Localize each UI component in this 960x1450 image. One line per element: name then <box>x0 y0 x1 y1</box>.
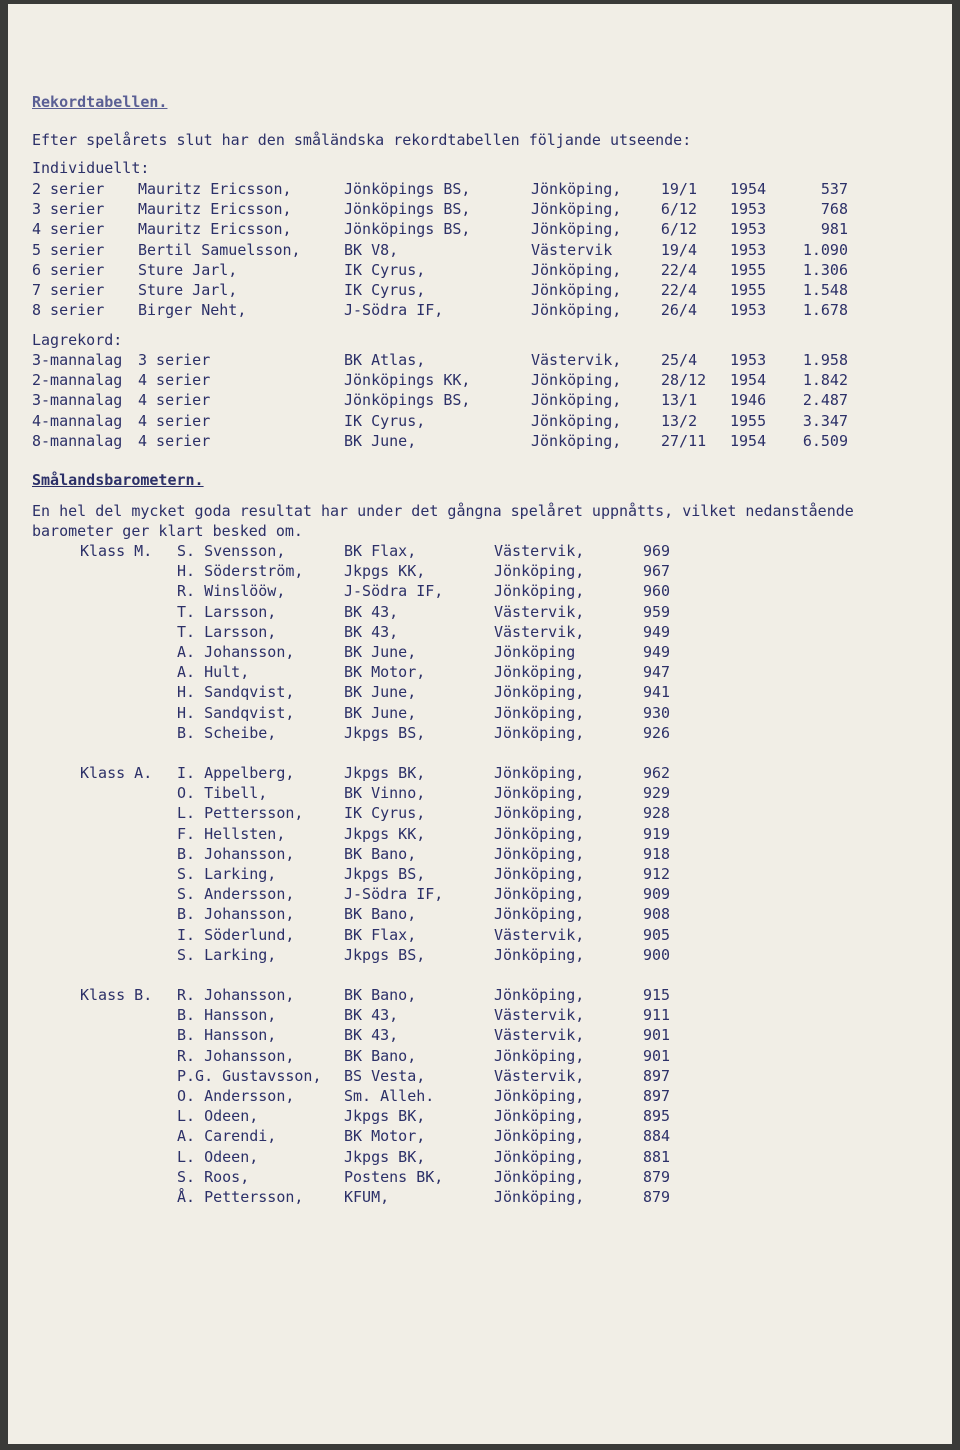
barometer-city: Jönköping, <box>494 905 585 924</box>
barometer-score: 930 <box>643 703 671 722</box>
barometer-score: 909 <box>643 885 671 904</box>
barometer-city: Västervik, <box>494 1006 585 1025</box>
barometer-player: B. Johansson, <box>177 905 295 924</box>
barometer-player: R. Johansson, <box>177 986 295 1004</box>
barometer-score: 879 <box>643 1188 671 1206</box>
record-city: Jönköping, <box>531 260 622 279</box>
barometer-city: Västervik, <box>494 1026 585 1045</box>
barometer-city: Västervik, <box>494 925 585 944</box>
record-date: 22/4 <box>660 260 697 279</box>
barometer-heading: Smålandsbarometern. <box>32 471 204 489</box>
barometer-player: I. Söderlund, <box>177 925 295 944</box>
barometer-player: A. Johansson, <box>177 643 295 661</box>
barometer-player: Å. Pettersson, <box>177 1188 304 1206</box>
record-club: Jönköpings BS, <box>344 200 471 219</box>
barometer-club: Postens BK, <box>344 1167 444 1186</box>
barometer-city: Västervik, <box>494 542 585 560</box>
team-size: 3-mannalag <box>32 351 123 369</box>
team-club: BK June, <box>344 431 417 450</box>
barometer-city: Jönköping, <box>494 1127 585 1146</box>
record-score: 981 <box>820 220 848 239</box>
team-city: Jönköping, <box>531 431 622 450</box>
barometer-player: L. Odeen, <box>177 1107 259 1126</box>
barometer-score: 901 <box>643 1046 671 1065</box>
barometer-score: 911 <box>643 1006 671 1025</box>
team-city: Jönköping, <box>531 411 622 430</box>
team-club: BK Atlas, <box>344 351 426 369</box>
barometer-club: BK Bano, <box>344 844 417 863</box>
team-score: 3.347 <box>802 411 848 430</box>
page-title: Rekordtabellen. <box>32 93 168 111</box>
barometer-city: Jönköping, <box>494 562 585 581</box>
record-score: 1.678 <box>802 301 848 320</box>
record-player: Mauritz Ericsson, <box>138 180 292 198</box>
barometer-city: Jönköping, <box>494 865 585 883</box>
barometer-city: Västervik, <box>494 622 585 641</box>
record-city: Jönköping, <box>531 180 622 198</box>
barometer-club: KFUM, <box>344 1188 390 1206</box>
barometer-city: Jönköping, <box>494 885 585 904</box>
record-series: 3 serier <box>32 200 105 219</box>
barometer-score: 905 <box>643 925 671 944</box>
barometer-player: F. Hellsten, <box>177 824 286 843</box>
barometer-city: Jönköping, <box>494 1167 585 1186</box>
team-date: 13/2 <box>661 411 698 430</box>
record-score: 1.306 <box>802 260 848 279</box>
team-club: IK Cyrus, <box>344 411 426 430</box>
barometer-club: Jkpgs BK, <box>344 1107 426 1126</box>
team-date: 28/12 <box>661 371 707 390</box>
barometer-club: BS Vesta, <box>344 1066 426 1085</box>
barometer-player: B. Johansson, <box>177 844 295 863</box>
barometer-club: Jkpgs KK, <box>344 824 426 843</box>
barometer-player: I. Appelberg, <box>177 764 295 782</box>
barometer-club: Jkpgs BK, <box>344 764 426 782</box>
record-series: 5 serier <box>32 240 105 259</box>
barometer-city: Västervik, <box>494 602 585 621</box>
record-player: Sture Jarl, <box>138 260 238 279</box>
individual-heading: Individuellt: <box>32 159 150 177</box>
barometer-club: BK June, <box>344 683 417 702</box>
barometer-score: 884 <box>643 1127 671 1146</box>
barometer-score: 960 <box>643 582 671 601</box>
barometer-player: R. Winslööw, <box>177 582 286 601</box>
record-score: 1.090 <box>802 240 848 259</box>
barometer-player: H. Söderström, <box>177 562 304 581</box>
barometer-city: Jönköping <box>494 643 576 661</box>
barometer-score: 908 <box>643 905 671 924</box>
barometer-club: BK June, <box>344 703 417 722</box>
team-series: 3 serier <box>138 351 211 369</box>
barometer-score: 897 <box>643 1087 671 1105</box>
barometer-club: BK 43, <box>344 1006 399 1025</box>
record-city: Jönköping, <box>531 220 622 239</box>
record-year: 1955 <box>730 260 767 279</box>
barometer-player: R. Johansson, <box>177 1046 295 1065</box>
team-series: 4 serier <box>138 431 211 450</box>
barometer-score: 949 <box>643 622 671 641</box>
barometer-city: Jönköping, <box>494 683 585 702</box>
barometer-club: BK 43, <box>344 1026 399 1045</box>
barometer-score: 901 <box>643 1026 671 1045</box>
record-date: 19/1 <box>660 180 697 198</box>
barometer-player: S. Larking, <box>177 865 277 883</box>
barometer-player: P.G. Gustavsson, <box>177 1066 322 1085</box>
barometer-score: 881 <box>643 1147 671 1166</box>
record-city: Jönköping, <box>531 301 622 320</box>
record-date: 19/4 <box>660 240 697 259</box>
barometer-club: Jkpgs BS, <box>344 723 426 742</box>
class-label: Klass M. <box>80 542 153 560</box>
record-series: 6 serier <box>32 260 105 279</box>
barometer-club: BK Flax, <box>344 542 417 560</box>
barometer-city: Jönköping, <box>494 1188 585 1206</box>
barometer-score: 900 <box>643 945 671 964</box>
barometer-player: L. Pettersson, <box>177 804 304 823</box>
barometer-club: J-Södra IF, <box>344 885 444 904</box>
barometer-city: Jönköping, <box>494 945 585 964</box>
barometer-player: L. Odeen, <box>177 1147 259 1166</box>
barometer-player: A. Carendi, <box>177 1127 277 1146</box>
team-series: 4 serier <box>138 371 211 390</box>
barometer-player: B. Hansson, <box>177 1026 277 1045</box>
record-club: J-Södra IF, <box>344 301 444 320</box>
barometer-score: 897 <box>643 1066 671 1085</box>
barometer-player: H. Sandqvist, <box>177 683 295 702</box>
record-year: 1953 <box>730 220 767 239</box>
record-year: 1954 <box>730 180 767 198</box>
record-club: Jönköpings BS, <box>344 180 471 198</box>
barometer-club: BK Vinno, <box>344 784 426 803</box>
barometer-score: 928 <box>643 804 671 823</box>
barometer-score: 895 <box>643 1107 671 1126</box>
barometer-city: Västervik, <box>494 1066 585 1085</box>
record-series: 8 serier <box>32 301 105 320</box>
team-date: 27/11 <box>661 431 707 450</box>
record-club: BK V8, <box>344 240 399 259</box>
team-score: 1.842 <box>802 371 848 390</box>
team-size: 8-mannalag <box>32 431 123 450</box>
record-player: Bertil Samuelsson, <box>138 240 301 259</box>
record-club: IK Cyrus, <box>344 260 426 279</box>
barometer-player: S. Roos, <box>177 1167 250 1186</box>
barometer-score: 929 <box>643 784 671 803</box>
record-date: 6/12 <box>660 200 697 219</box>
barometer-city: Jönköping, <box>494 844 585 863</box>
barometer-score: 912 <box>643 865 671 883</box>
barometer-club: BK Bano, <box>344 986 417 1004</box>
class-label: Klass A. <box>80 764 153 782</box>
barometer-player: H. Sandqvist, <box>177 703 295 722</box>
barometer-city: Jönköping, <box>494 804 585 823</box>
barometer-city: Jönköping, <box>494 663 585 682</box>
barometer-score: 926 <box>643 723 671 742</box>
record-date: 26/4 <box>660 301 697 320</box>
class-label: Klass B. <box>80 986 153 1004</box>
record-player: Birger Neht, <box>138 301 247 320</box>
barometer-score: 949 <box>643 643 671 661</box>
barometer-city: Jönköping, <box>494 582 585 601</box>
barometer-player: S. Larking, <box>177 945 277 964</box>
barometer-score: 919 <box>643 824 671 843</box>
barometer-score: 947 <box>643 663 671 682</box>
barometer-club: Jkpgs BK, <box>344 1147 426 1166</box>
barometer-club: BK Bano, <box>344 905 417 924</box>
team-series: 4 serier <box>138 391 211 410</box>
record-series: 4 serier <box>32 220 105 239</box>
team-club: Jönköpings BS, <box>344 391 471 410</box>
record-player: Sture Jarl, <box>138 281 238 299</box>
barometer-city: Jönköping, <box>494 764 585 782</box>
barometer-player: B. Hansson, <box>177 1006 277 1025</box>
barometer-player: S. Svensson, <box>177 542 286 560</box>
team-heading: Lagrekord: <box>32 331 123 349</box>
record-club: Jönköpings BS, <box>344 220 471 239</box>
barometer-club: Jkpgs KK, <box>344 562 426 581</box>
record-year: 1953 <box>730 240 767 259</box>
barometer-player: A. Hult, <box>177 663 250 682</box>
record-score: 1.548 <box>802 281 848 299</box>
record-player: Mauritz Ericsson, <box>138 200 292 219</box>
team-year: 1954 <box>730 431 767 450</box>
barometer-intro-line-2: barometer ger klart besked om. <box>32 522 303 540</box>
record-score: 537 <box>820 180 848 198</box>
barometer-score: 915 <box>643 986 671 1004</box>
barometer-club: Sm. Alleh. <box>344 1087 435 1105</box>
barometer-score: 962 <box>643 764 671 782</box>
barometer-score: 918 <box>643 844 671 863</box>
barometer-club: BK 43, <box>344 602 399 621</box>
barometer-club: Jkpgs BS, <box>344 865 426 883</box>
team-size: 2-mannalag <box>32 371 123 390</box>
record-city: Jönköping, <box>531 200 622 219</box>
barometer-club: BK Motor, <box>344 663 426 682</box>
barometer-score: 959 <box>643 602 671 621</box>
barometer-club: BK Bano, <box>344 1046 417 1065</box>
barometer-player: T. Larsson, <box>177 602 277 621</box>
barometer-score: 967 <box>643 562 671 581</box>
barometer-score: 879 <box>643 1167 671 1186</box>
team-score: 1.958 <box>802 351 848 369</box>
barometer-intro-line-1: En hel del mycket goda resultat har under det gångna spelåret uppnåtts, vilket nedanstående <box>32 502 854 520</box>
record-city: Jönköping, <box>531 281 622 299</box>
record-year: 1953 <box>730 200 767 219</box>
team-score: 2.487 <box>802 391 848 410</box>
barometer-city: Jönköping, <box>494 723 585 742</box>
barometer-score: 941 <box>643 683 671 702</box>
team-date: 25/4 <box>661 351 698 369</box>
record-date: 22/4 <box>660 281 697 299</box>
barometer-city: Jönköping, <box>494 784 585 803</box>
team-club: Jönköpings KK, <box>344 371 471 390</box>
team-year: 1953 <box>730 351 767 369</box>
barometer-player: B. Scheibe, <box>177 723 277 742</box>
barometer-city: Jönköping, <box>494 824 585 843</box>
barometer-city: Jönköping, <box>494 703 585 722</box>
record-date: 6/12 <box>660 220 697 239</box>
barometer-city: Jönköping, <box>494 986 585 1004</box>
barometer-club: J-Södra IF, <box>344 582 444 601</box>
intro-text: Efter spelårets slut har den småländska rekordtabellen följande utseende: <box>32 131 692 149</box>
barometer-club: BK 43, <box>344 622 399 641</box>
barometer-club: BK Motor, <box>344 1127 426 1146</box>
team-size: 4-mannalag <box>32 411 123 430</box>
barometer-club: IK Cyrus, <box>344 804 426 823</box>
record-score: 768 <box>820 200 848 219</box>
barometer-player: S. Andersson, <box>177 885 295 904</box>
record-club: IK Cyrus, <box>344 281 426 299</box>
record-year: 1955 <box>730 281 767 299</box>
barometer-city: Jönköping, <box>494 1147 585 1166</box>
record-city: Västervik <box>531 240 613 259</box>
team-city: Västervik, <box>531 351 622 369</box>
barometer-club: Jkpgs BS, <box>344 945 426 964</box>
barometer-player: O. Tibell, <box>177 784 268 803</box>
barometer-club: BK Flax, <box>344 925 417 944</box>
barometer-player: T. Larsson, <box>177 622 277 641</box>
team-year: 1955 <box>730 411 767 430</box>
team-score: 6.509 <box>802 431 848 450</box>
record-series: 2 serier <box>32 180 105 198</box>
barometer-club: BK June, <box>344 643 417 661</box>
team-year: 1946 <box>730 391 767 410</box>
team-series: 4 serier <box>138 411 211 430</box>
record-series: 7 serier <box>32 281 105 299</box>
barometer-city: Jönköping, <box>494 1107 585 1126</box>
team-city: Jönköping, <box>531 371 622 390</box>
team-year: 1954 <box>730 371 767 390</box>
barometer-player: O. Andersson, <box>177 1087 295 1105</box>
barometer-city: Jönköping, <box>494 1046 585 1065</box>
team-size: 3-mannalag <box>32 391 123 410</box>
barometer-city: Jönköping, <box>494 1087 585 1105</box>
team-date: 13/1 <box>661 391 698 410</box>
barometer-score: 969 <box>643 542 671 560</box>
record-player: Mauritz Ericsson, <box>138 220 292 239</box>
record-year: 1953 <box>730 301 767 320</box>
team-city: Jönköping, <box>531 391 622 410</box>
